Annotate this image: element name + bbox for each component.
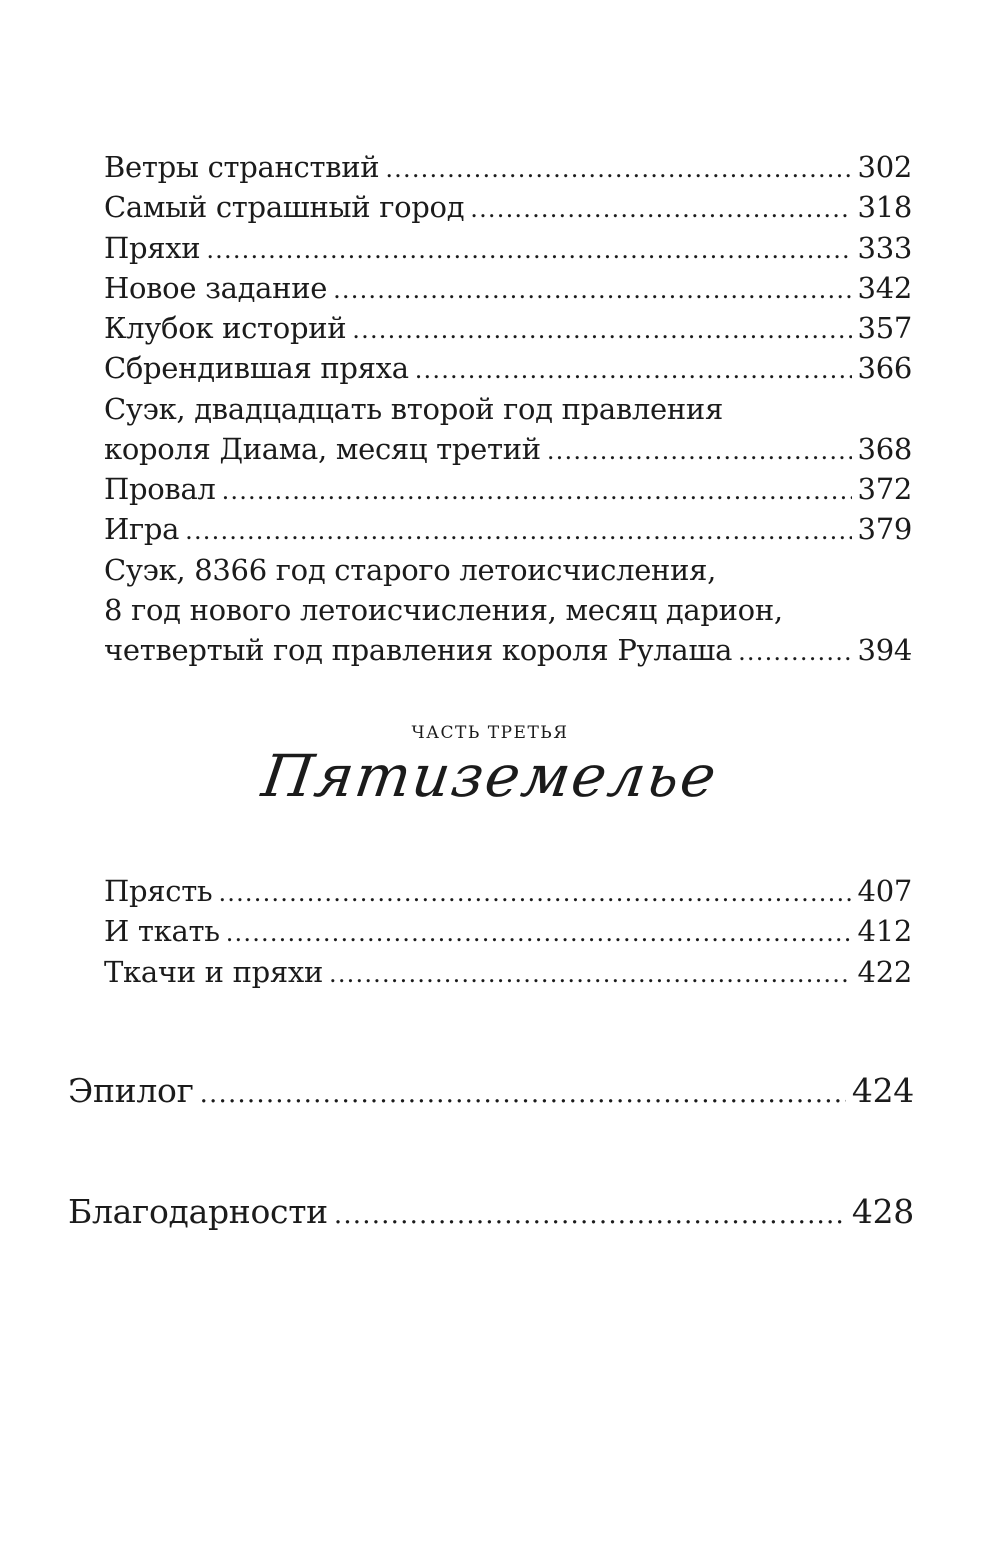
toc-entry-title: Пряхи bbox=[104, 231, 201, 265]
toc-entry-title-line: 8 год нового летоисчисления, месяц дарион, bbox=[104, 593, 783, 627]
toc-entry-title: Ветры странствий bbox=[104, 150, 380, 184]
toc-entry-title: Благодарности bbox=[68, 1192, 328, 1231]
dot-leader bbox=[185, 511, 851, 551]
toc-entry[interactable] bbox=[104, 268, 912, 308]
toc-entry-title: И ткать bbox=[104, 914, 220, 948]
toc-entry[interactable] bbox=[104, 469, 912, 509]
toc-entry-page: 302 bbox=[857, 150, 912, 184]
toc-entry[interactable] bbox=[104, 509, 912, 549]
toc-entry-title: Сбрендившая пряха bbox=[104, 351, 409, 385]
toc-entry-page: 318 bbox=[857, 190, 912, 224]
toc-entry-title-line: Суэк, 8366 год старого летоисчисления, bbox=[104, 553, 717, 587]
toc-entry-title-line: Суэк, двадцадцать второй год правления bbox=[104, 392, 723, 426]
toc-entry-title: Самый страшный город bbox=[104, 190, 465, 224]
toc-entry-title: Провал bbox=[104, 472, 216, 506]
dot-leader bbox=[218, 873, 851, 913]
toc-entry[interactable] bbox=[104, 147, 912, 187]
toc-entry[interactable] bbox=[104, 228, 912, 268]
toc-entry-title: Прясть bbox=[104, 874, 213, 908]
toc-entry-title: четвертый год правления короля Рулаша bbox=[104, 633, 733, 667]
toc-entry-title: Эпилог bbox=[68, 1071, 194, 1110]
toc-entry-title: Новое задание bbox=[104, 271, 328, 305]
dot-leader bbox=[333, 270, 851, 310]
dot-leader bbox=[226, 913, 852, 953]
toc-entry-title: Клубок историй bbox=[104, 311, 347, 345]
toc-entry[interactable] bbox=[104, 348, 912, 388]
toc-entry-page: 333 bbox=[857, 231, 912, 265]
toc-entry-page: 407 bbox=[857, 874, 912, 908]
toc-entry-page: 428 bbox=[851, 1192, 914, 1231]
toc-entry-epilogue[interactable] bbox=[68, 1069, 914, 1113]
toc-entry-page: 394 bbox=[857, 633, 912, 667]
dot-leader bbox=[200, 1072, 846, 1116]
toc-entry-page: 342 bbox=[857, 271, 912, 305]
toc-entry-title: Ткачи и пряхи bbox=[104, 955, 323, 989]
dot-leader bbox=[385, 149, 851, 189]
part-label: ЧАСТЬ ТРЕТЬЯ bbox=[411, 723, 569, 743]
dot-leader bbox=[334, 1193, 846, 1237]
dot-leader bbox=[222, 471, 852, 511]
toc-entry-title: Игра bbox=[104, 512, 180, 546]
toc-entry-acknowledgements[interactable] bbox=[68, 1190, 914, 1234]
toc-entry-page: 366 bbox=[857, 351, 912, 385]
toc-entry-page: 357 bbox=[857, 311, 912, 345]
toc-entry-page: 422 bbox=[857, 955, 912, 989]
part-title: Пятиземелье bbox=[257, 742, 723, 810]
toc-entry[interactable] bbox=[104, 952, 912, 992]
dot-leader bbox=[206, 230, 851, 270]
toc-entry[interactable] bbox=[104, 308, 912, 348]
toc-entry-page: 379 bbox=[857, 512, 912, 546]
dot-leader bbox=[329, 954, 852, 994]
dot-leader bbox=[415, 350, 852, 390]
toc-entry[interactable] bbox=[104, 550, 912, 670]
toc-entry-page: 372 bbox=[857, 472, 912, 506]
toc-entry-title: короля Диама, месяц третий bbox=[104, 432, 541, 466]
toc-entry-page: 424 bbox=[851, 1071, 914, 1110]
toc-entry[interactable] bbox=[104, 389, 912, 469]
dot-leader bbox=[352, 310, 851, 350]
dot-leader bbox=[738, 632, 851, 672]
toc-entry[interactable] bbox=[104, 911, 912, 951]
toc-entry-page: 368 bbox=[857, 432, 912, 466]
dot-leader bbox=[547, 431, 852, 471]
toc-entry-page: 412 bbox=[857, 914, 912, 948]
toc-entry[interactable] bbox=[104, 871, 912, 911]
dot-leader bbox=[470, 189, 851, 229]
toc-entry[interactable] bbox=[104, 187, 912, 227]
